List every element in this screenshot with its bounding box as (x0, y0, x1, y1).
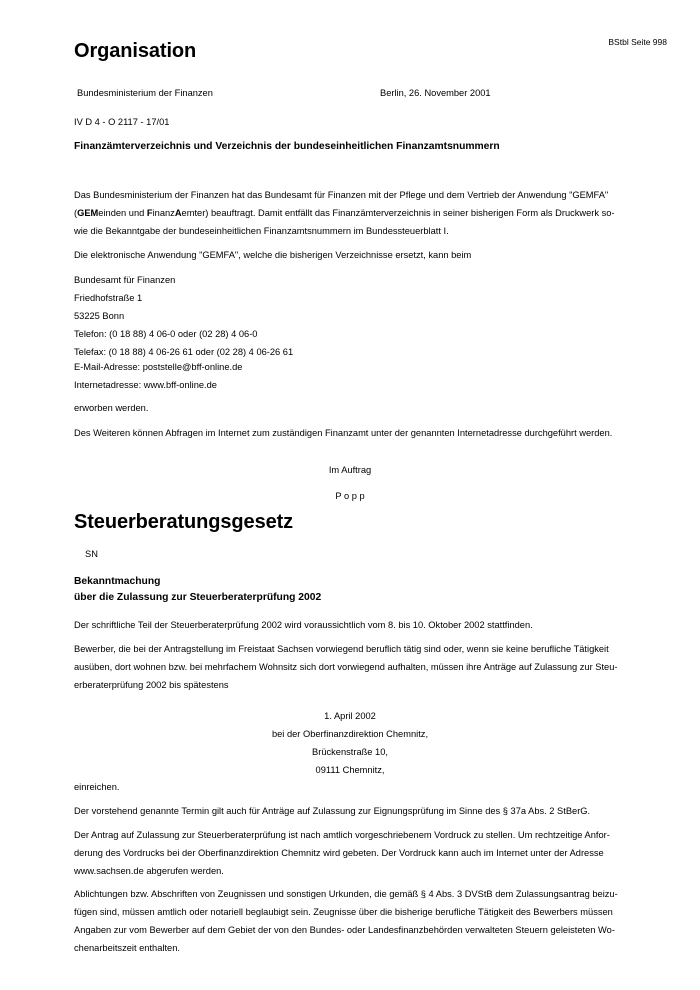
contact-online (74, 358, 242, 394)
bold-fragment: A (174, 208, 182, 218)
text-fragment: ( (74, 208, 78, 218)
address-city: 53225 Bonn (74, 311, 125, 321)
deadline-block (0, 707, 700, 779)
signature-name: P o p p (335, 491, 365, 501)
text-fragment: emter) beauftragt. Damit entfällt das Finanzämterverzeichnis in seiner bisherigen Form als Druckwerk so- (181, 208, 615, 218)
paragraph-line: www.sachsen.de abgerufen werden. (74, 866, 224, 876)
obtained-line: erworben werden. (74, 403, 149, 413)
paragraph-exam-dates: Der schriftliche Teil der Steuerberaterprüfung 2002 wird voraussichtlich vom 8. bis 10. Oktober 2002 stattfinden. (74, 620, 533, 630)
paragraph-certificates (74, 885, 618, 957)
paragraph-line (74, 204, 624, 222)
paragraph-applicants (74, 640, 618, 694)
paragraph-line: erberaterprüfung 2002 bis spätestens (74, 680, 229, 690)
bold-fragment: F (146, 208, 153, 218)
address-name: Bundesamt für Finanzen (74, 275, 176, 285)
paragraph-line: Angaben zur vom Bewerber auf dem Gebiet der von den Bundes- oder Landesfinanzbehörden verwalteten Steuern geleisteten Wo- (74, 925, 615, 935)
deadline-street: Brückenstraße 10, (312, 747, 388, 757)
paragraph-application-form (74, 826, 610, 880)
paragraph-line: Bewerber, die bei der Antragstellung im Freistaat Sachsen vorwiegend beruflich tätig sind oder, wenn sie keine berufliche Tätigkeit (74, 644, 609, 654)
paragraph-aptitude-test: Der vorstehend genannte Termin gilt auch für Anträge auf Zulassung zur Eignungsprüfung im Sinne des § 37a Abs. 2 StBerG. (74, 806, 591, 816)
email-address: E-Mail-Adresse: poststelle@bff-online.de (74, 362, 243, 372)
state-abbreviation: SN (85, 549, 98, 559)
paragraph-line: Der Antrag auf Zulassung zur Steuerberaterprüfung ist nach amtlich vorgeschriebenem Vordruck zu stellen. Um rechtzeitige Anfor- (74, 830, 610, 840)
address-fax: Telefax: (0 18 88) 4 06-26 61 oder (02 28) 4 06-26 61 (74, 347, 294, 357)
submit-line: einreichen. (74, 782, 120, 792)
heading-line: Bekanntmachung (74, 576, 161, 587)
heading-line: über die Zulassung zur Steuerberaterprüfung 2002 (74, 592, 322, 603)
deadline-city: 09111 Chemnitz, (315, 765, 385, 775)
page-reference: BStbl Seite 998 (608, 37, 667, 47)
paragraph-online-queries: Des Weiteren können Abfragen im Internet zum zuständigen Finanzamt unter der genannten Internetadresse durchgeführt werden. (74, 428, 613, 438)
bold-fragment: GEM (77, 208, 99, 218)
deadline-date: 1. April 2002 (324, 711, 376, 721)
reference-number: IV D 4 - O 2117 - 17/01 (74, 117, 170, 127)
paragraph-line: Das Bundesministerium der Finanzen hat das Bundesamt für Finanzen mit der Pflege und dem Vertrieb der Anwendung "GEMFA" (74, 190, 609, 200)
address-phone: Telefon: (0 18 88) 4 06-0 oder (02 28) 4 06-0 (74, 329, 258, 339)
text-fragment: einden und (98, 208, 147, 218)
signoff-label: Im Auftrag (328, 465, 372, 475)
paragraph-line: Ablichtungen bzw. Abschriften von Zeugnissen und sonstigen Urkunden, die gemäß § 4 Abs. 3 DVStB dem Zulassungsantrag beizu- (74, 889, 618, 899)
paragraph-line: wie die Bekanntgabe der bundeseinheitlichen Finanzamtsnummern im Bundessteuerblatt I. (74, 226, 449, 236)
text-fragment: inanz (152, 208, 175, 218)
internet-address: Internetadresse: www.bff-online.de (74, 380, 217, 390)
place-and-date: Berlin, 26. November 2001 (380, 88, 491, 98)
paragraph-gemfa-intro (74, 186, 624, 240)
paragraph-line: derung des Vordrucks bei der Oberfinanzdirektion Chemnitz wird gebeten. Der Vordruck kann auch im Internet unter der Adresse (74, 848, 604, 858)
paragraph-gemfa-replacement: Die elektronische Anwendung "GEMFA", welche die bisherigen Verzeichnisse ersetzt, kann beim (74, 250, 472, 260)
paragraph-line: fügen sind, müssen amtlich oder notariell beglaubigt sein. Zeugnisse über die bisherige berufliche Tätigkeit des Bewerbers müssen (74, 907, 613, 917)
issuing-authority: Bundesministerium der Finanzen (77, 88, 213, 98)
address-street: Friedhofstraße 1 (74, 293, 143, 303)
deadline-office: bei der Oberfinanzdirektion Chemnitz, (271, 729, 429, 739)
announcement-heading (74, 574, 321, 606)
postal-address (74, 271, 293, 361)
paragraph-line: chenarbeitszeit enthalten. (74, 943, 180, 953)
section-title-steuerberatungsgesetz: Steuerberatungsgesetz (74, 511, 294, 533)
document-subject: Finanzämterverzeichnis und Verzeichnis der bundeseinheitlichen Finanzamtsnummern (74, 141, 500, 152)
paragraph-line: ausüben, dort wohnen bzw. bei mehrfachem Wohnsitz sich dort vorwiegend aufhalten, müssen ihre Anträge auf Zulassung zur Steu- (74, 662, 618, 672)
section-title-organisation: Organisation (74, 40, 197, 62)
